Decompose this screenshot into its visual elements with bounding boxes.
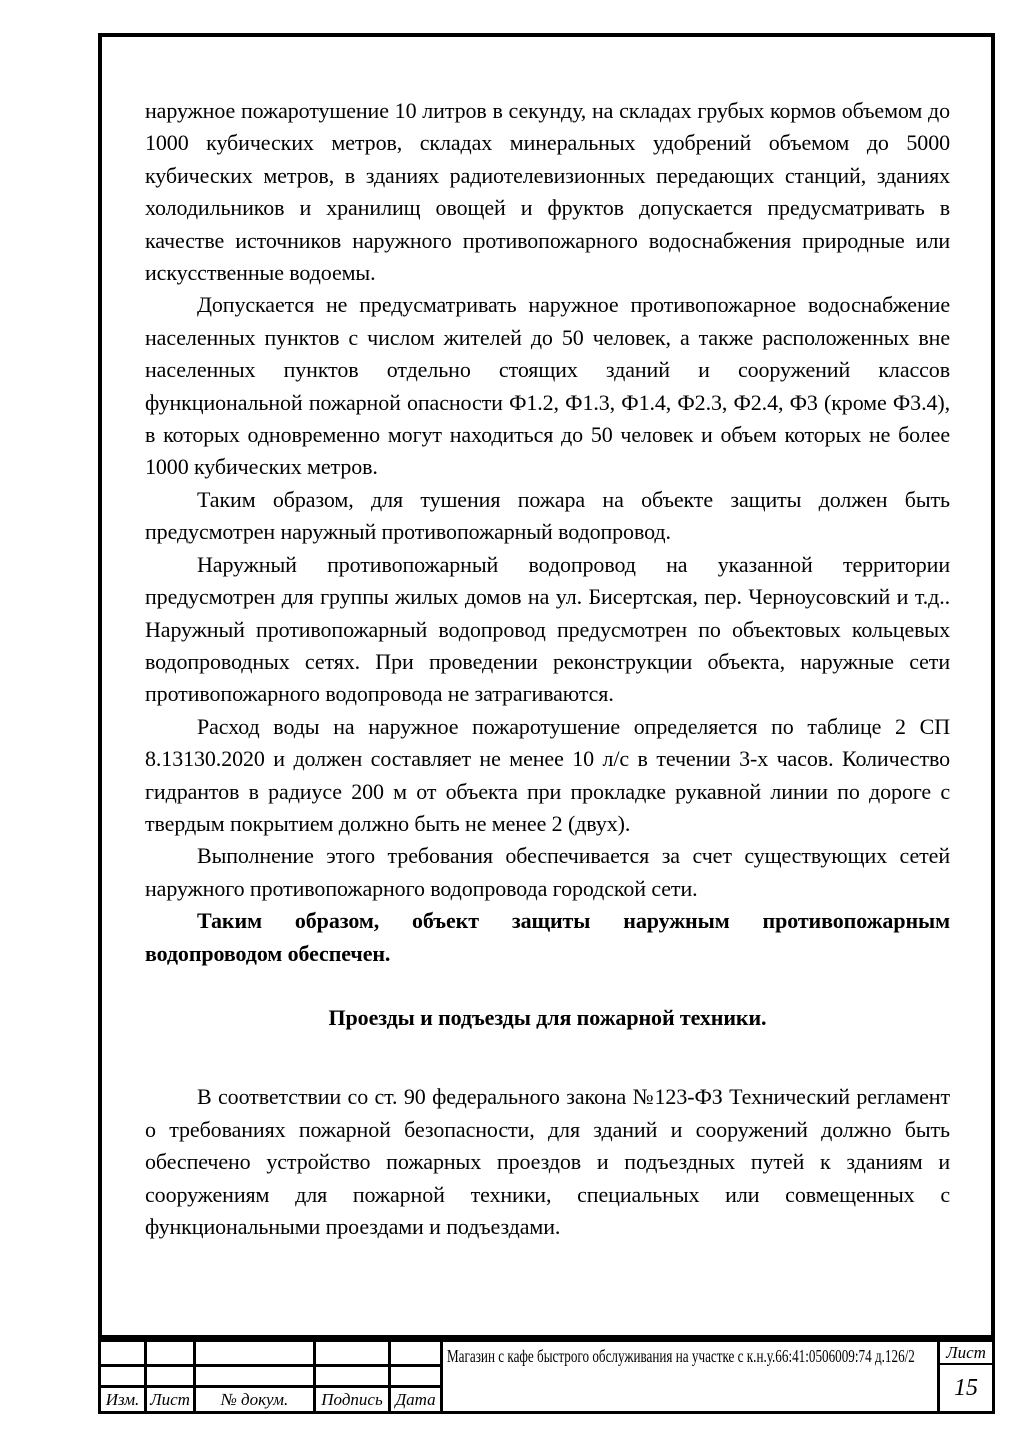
title-block: [98, 1339, 995, 1414]
bold-conclusion-paragraph: Таким образом, объект защиты наружным противопожарным водопроводом обеспечен.: [145, 908, 950, 966]
revision-row-empty: [101, 1342, 443, 1367]
paragraph: Наружный противопожарный водопровод на указанной территории предусмотрен для группы жилых домов на ул. Бисертская, пер. Черноусовский и т.д.. Наружный противопожарный водопровод предусмотрен по объектовых кольцевых водопроводных сетях. При проведении реконструкции объекта, наружные сети противопожарного водопровода не затрагиваются.: [145, 551, 950, 707]
revision-cell: [147, 1367, 196, 1385]
column-header-izm: Изм.: [101, 1388, 147, 1411]
revision-header-row: [101, 1388, 443, 1411]
paragraph: наружное пожаротушение 10 литров в секунду, на складах грубых кормов объемом до 1000 кубических метров, складах минеральных удобрений объемом до 5000 кубических метров, в зданиях радиотелевизионных передающих станций, зданиях холодильников и хранилищ овощей и фруктов допускается предусматривать в качестве источников наружного противопожарного водоснабжения природные или искусственные водоемы.: [145, 98, 950, 286]
revision-cell: [101, 1367, 147, 1385]
paragraph: Расход воды на наружное пожаротушение определяется по таблице 2 СП 8.13130.2020 и должен составляет не менее 10 л/с в течении 3-х часов. Количество гидрантов в радиусе 200 м от объекта при прокладке рукавной линии по дороге с твердым покрытием должно быть не менее 2 (двух).: [145, 713, 950, 836]
revision-cell: [316, 1342, 391, 1364]
document-content: [102, 37, 991, 1335]
page-frame: [98, 33, 995, 1339]
paragraph: В соответствии со ст. 90 федерального закона №123-ФЗ Технический регламент о требованиях пожарной безопасности, для зданий и сооружений должно быть обеспечено устройство пожарных проездов и подъездных путей к зданиям и сооружениям для пожарной техники, специальных или совмещенных с функциональными проездами и подъездами.: [145, 1084, 950, 1239]
sheet-label: Лист: [940, 1342, 992, 1365]
revision-row-empty: [101, 1367, 443, 1388]
revision-cell: [391, 1342, 443, 1364]
revision-cell: [196, 1367, 316, 1385]
paragraph: Таким образом, для тушения пожара на объекте защиты должен быть предусмотрен наружный противопожарный водопровод.: [145, 486, 950, 545]
revision-cell: [101, 1342, 147, 1364]
sheet-number: 15: [954, 1374, 978, 1401]
paragraph: Допускается не предусматривать наружное противопожарное водоснабжение населенных пунктов с числом жителей до 50 человек, а также расположенных вне населенных пунктов отдельно стоящих зданий и сооружений классов функциональной пожарной опасности Ф1.2, Ф1.3, Ф1.4, Ф2.3, Ф2.4, Ф3 (кроме Ф3.4), в которых одновременно могут находиться до 50 человек и объем которых не более 1000 кубических метров.: [145, 292, 950, 480]
project-title: Магазин с кафе быстрого обслуживания на участке с к.н.у.66:41:0506009:74 д.126/2: [447, 1346, 915, 1366]
revision-cell: [147, 1342, 196, 1364]
sheet-cell: [937, 1342, 992, 1411]
paragraph: Выполнение этого требования обеспечивается за счет существующих сетей наружного противопожарного водопровода городской сети.: [145, 843, 950, 901]
column-header-list: Лист: [147, 1388, 196, 1411]
title-block-revision-table: [101, 1342, 443, 1411]
revision-cell: [316, 1367, 391, 1385]
column-header-data: Дата: [391, 1388, 443, 1411]
revision-cell: [391, 1367, 443, 1385]
project-title-cell: [443, 1342, 937, 1411]
column-header-podpis: Подпись: [316, 1388, 391, 1411]
revision-cell: [196, 1342, 316, 1364]
column-header-ndokum: № докум.: [196, 1388, 316, 1411]
section-heading: Проезды и подъезды для пожарной техники.: [328, 1004, 767, 1030]
